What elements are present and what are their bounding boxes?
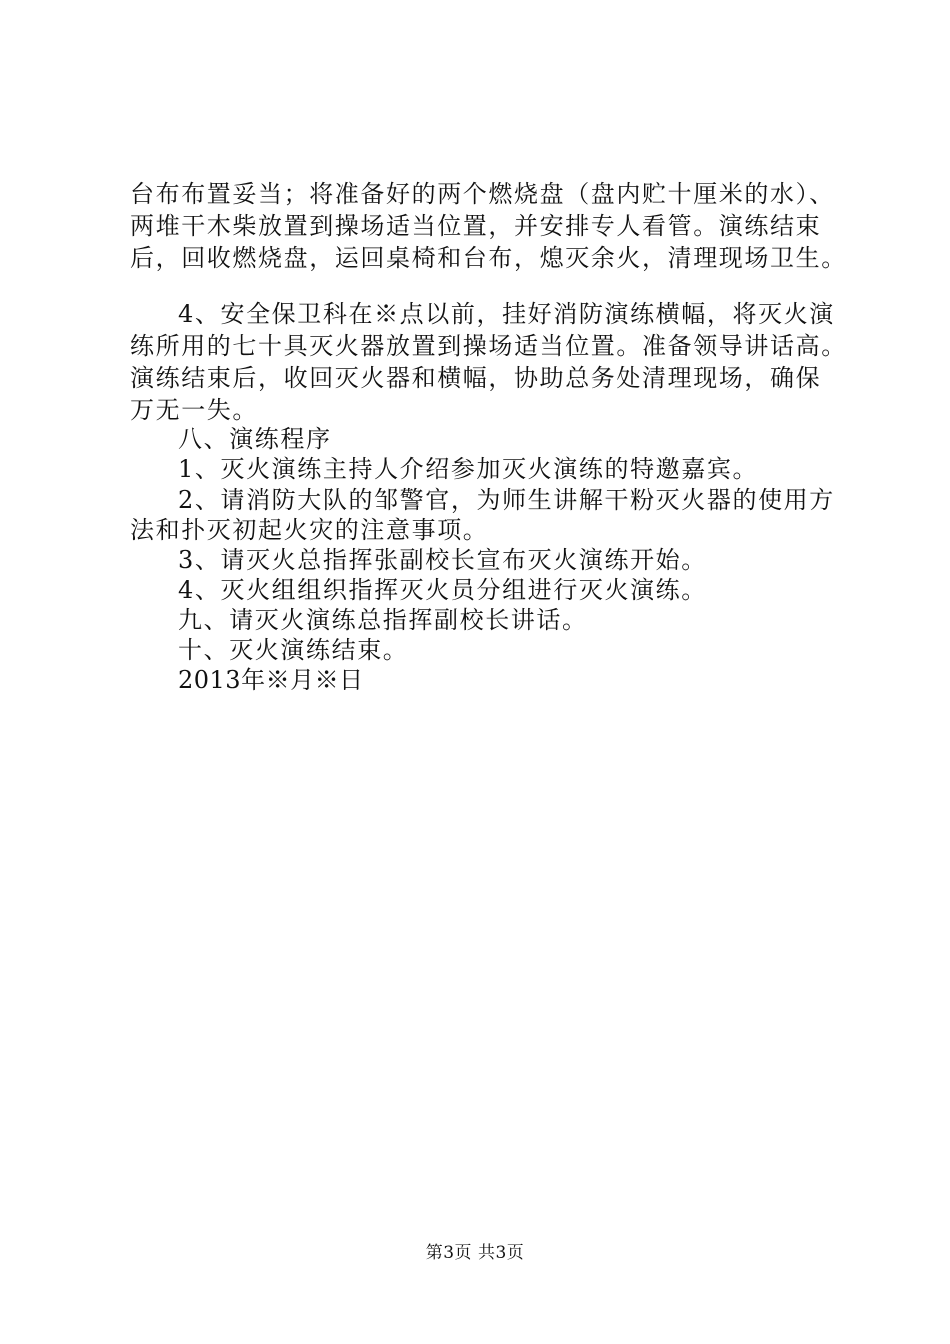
paragraph-2-line-3: 演练结束后，收回灭火器和横幅，协助总务处清理现场，确保 — [130, 364, 822, 392]
paragraph-2-line-4: 万无一失。 — [130, 396, 258, 424]
paragraph-2-line-1: 4、安全保卫科在※点以前，挂好消防演练横幅，将灭火演 — [178, 300, 835, 328]
section-8-heading: 八、演练程序 — [178, 425, 332, 453]
step-2-line-1: 2、请消防大队的邹警官，为师生讲解干粉灭火器的使用方 — [178, 486, 835, 514]
paragraph-1-line-2: 两堆干木柴放置到操场适当位置，并安排专人看管。演练结束 — [130, 212, 822, 240]
step-2-line-2: 法和扑灭初起火灾的注意事项。 — [130, 516, 489, 544]
document-date: 2013年※月※日 — [178, 666, 364, 694]
section-9: 九、请灭火演练总指挥副校长讲话。 — [178, 606, 588, 634]
step-1: 1、灭火演练主持人介绍参加灭火演练的特邀嘉宾。 — [178, 455, 759, 483]
page-footer: 第3页 共3页 — [425, 1243, 525, 1263]
paragraph-2-line-2: 练所用的七十具灭火器放置到操场适当位置。准备领导讲话高。 — [130, 332, 847, 360]
paragraph-1-line-3: 后，回收燃烧盘，运回桌椅和台布，熄灭余火，清理现场卫生。 — [130, 244, 847, 272]
step-3: 3、请灭火总指挥张副校长宣布灭火演练开始。 — [178, 546, 707, 574]
paragraph-1-line-1: 台布布置妥当；将准备好的两个燃烧盘（盘内贮十厘米的水）、 — [130, 180, 835, 208]
step-4: 4、灭火组组织指挥灭火员分组进行灭火演练。 — [178, 576, 707, 604]
section-10: 十、灭火演练结束。 — [178, 636, 409, 664]
